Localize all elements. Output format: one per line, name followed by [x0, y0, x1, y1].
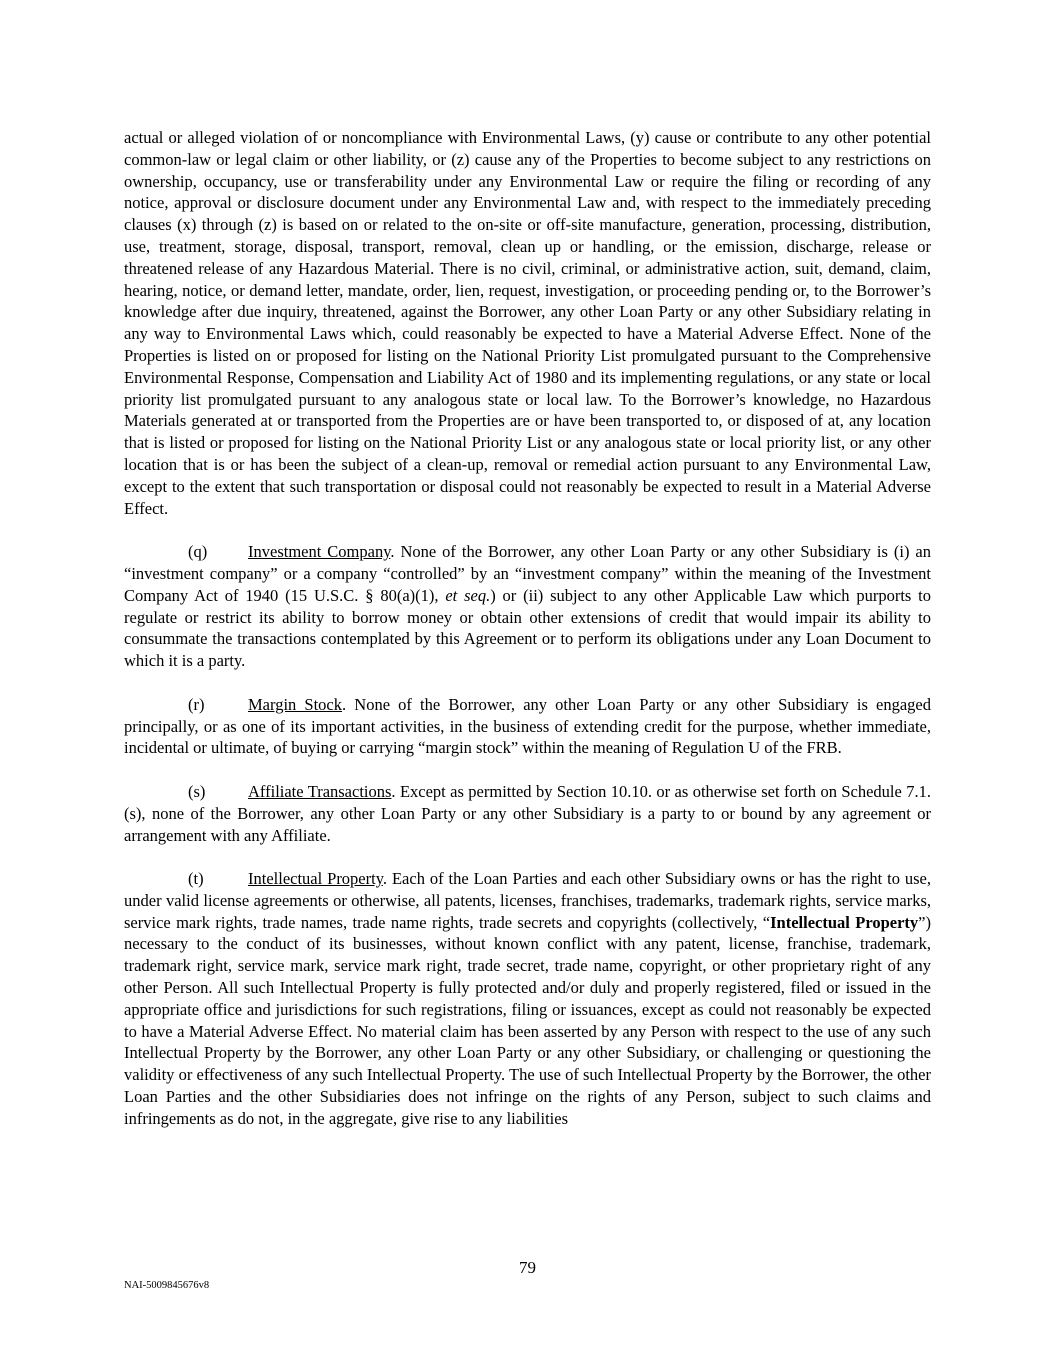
page-number: 79	[519, 1258, 536, 1277]
document-id: NAI-5009845676v8	[124, 1280, 210, 1291]
section-r-title: Margin Stock	[248, 694, 343, 714]
section-s-number: (s)	[188, 781, 206, 801]
section-t-title: Intellectual Property	[248, 869, 383, 889]
section-q-investment-company	[124, 541, 931, 672]
section-q-title: Investment Company	[248, 542, 391, 562]
section-q-body-italic: et seq.	[445, 585, 491, 605]
section-r-number: (r)	[188, 694, 205, 714]
section-s-affiliate-transactions	[124, 781, 931, 846]
section-s-body: . Except as permitted by Section 10.10. or as otherwise set forth on Schedule 7.1.(s), none of the Borrower, any other Loan Party or any other Subsidiary is a party to or bound by any agreement or arrangement with any Affiliate.	[124, 781, 931, 845]
page-body	[124, 127, 931, 1130]
section-q-number: (q)	[188, 542, 208, 562]
section-t-intellectual-property	[124, 868, 931, 1130]
section-t-body-part2: ”) necessary to the conduct of its businesses, without known conflict with any patent, license, franchise, trademark, trademark right, service mark, service mark right, trade secret, trade name, copyright, or other proprietary right of any other Person. All such Intellectual Property is fully protected and/or duly and properly registered, filed or issued in the appropriate office and jurisdictions for such registrations, filing or issuances, except as could not reasonably be expected to have a Material Adverse Effect. No material claim has been asserted by any Person with respect to the use of any such Intellectual Property by the Borrower, any other Loan Party or any other Subsidiary, or challenging or questioning the validity or effectiveness of any such Intellectual Property. The use of such Intellectual Property by the Borrower, the other Loan Parties and the other Subsidiaries does not infringe on the rights of any Person, subject to such claims and infringements as do not, in the aggregate, give rise to any liabilities	[124, 912, 931, 1128]
section-q-body-part2: ) or (ii) subject to any other Applicable Law which purports to regulate or restrict its ability to borrow money or obtain other extensions of credit that would impair its ability to consummate the transactions contemplated by this Agreement or to perform its obligations under any Loan Document to which it is a party.	[124, 585, 931, 671]
section-q-body-part1: . None of the Borrower, any other Loan Party or any other Subsidiary is (i) an “investment company” or a company “controlled” by an “investment company” within the meaning of the Investment Company Act of 1940 (15 U.S.C. § 80(a)(1),	[124, 542, 931, 605]
section-t-defined-term: Intellectual Property	[770, 912, 919, 932]
section-t-number: (t)	[188, 869, 204, 889]
section-t-body-part1: . Each of the Loan Parties and each other Subsidiary owns or has the right to use, under valid license agreements or otherwise, all patents, licenses, franchises, trademarks, trademark rights, service marks, service mark rights, trade names, trade name rights, trade secrets and copyrights (collectively, “	[124, 869, 931, 932]
section-r-margin-stock	[124, 694, 931, 759]
section-s-title: Affiliate Transactions	[248, 781, 392, 801]
section-r-body: . None of the Borrower, any other Loan Party or any other Subsidiary is engaged principally, or as one of its important activities, in the business of extending credit for the purpose, whether immediate, incidental or ultimate, of buying or carrying “margin stock” within the meaning of Regulation U of the FRB.	[124, 694, 931, 758]
environmental-paragraph-continuation: actual or alleged violation of or noncompliance with Environmental Laws, (y) cause or contribute to any other potential common-law or legal claim or other liability, or (z) cause any of the Properties to become subject to any restrictions on ownership, occupancy, use or transferability under any Environmental Law or require the filing or recording of any notice, approval or disclosure document under any Environmental Law and, with respect to the immediately preceding clauses (x) through (z) is based on or related to the on-site or off-site manufacture, generation, processing, distribution, use, treatment, storage, disposal, transport, removal, clean up or handling, or the emission, discharge, release or threatened release of any Hazardous Material. There is no civil, criminal, or administrative action, suit, demand, claim, hearing, notice, or demand letter, mandate, order, lien, request, investigation, or proceeding pending or, to the Borrower’s knowledge after due inquiry, threatened, against the Borrower, any other Loan Party or any other Subsidiary relating in any way to Environmental Laws which, could reasonably be expected to have a Material Adverse Effect. None of the Properties is listed on or proposed for listing on the National Priority List promulgated pursuant to the Comprehensive Environmental Response, Compensation and Liability Act of 1980 and its implementing regulations, or any state or local priority list promulgated pursuant to any analogous state or local law. To the Borrower’s knowledge, no Hazardous Materials generated at or transported from the Properties are or have been transported to, or disposed of at, any location that is listed or proposed for listing on the National Priority List or any analogous state or local priority list, or any other location that is or has been the subject of a clean-up, removal or remedial action pursuant to any Environmental Law, except to the extent that such transportation or disposal could not reasonably be expected to result in a Material Adverse Effect.	[124, 128, 931, 518]
